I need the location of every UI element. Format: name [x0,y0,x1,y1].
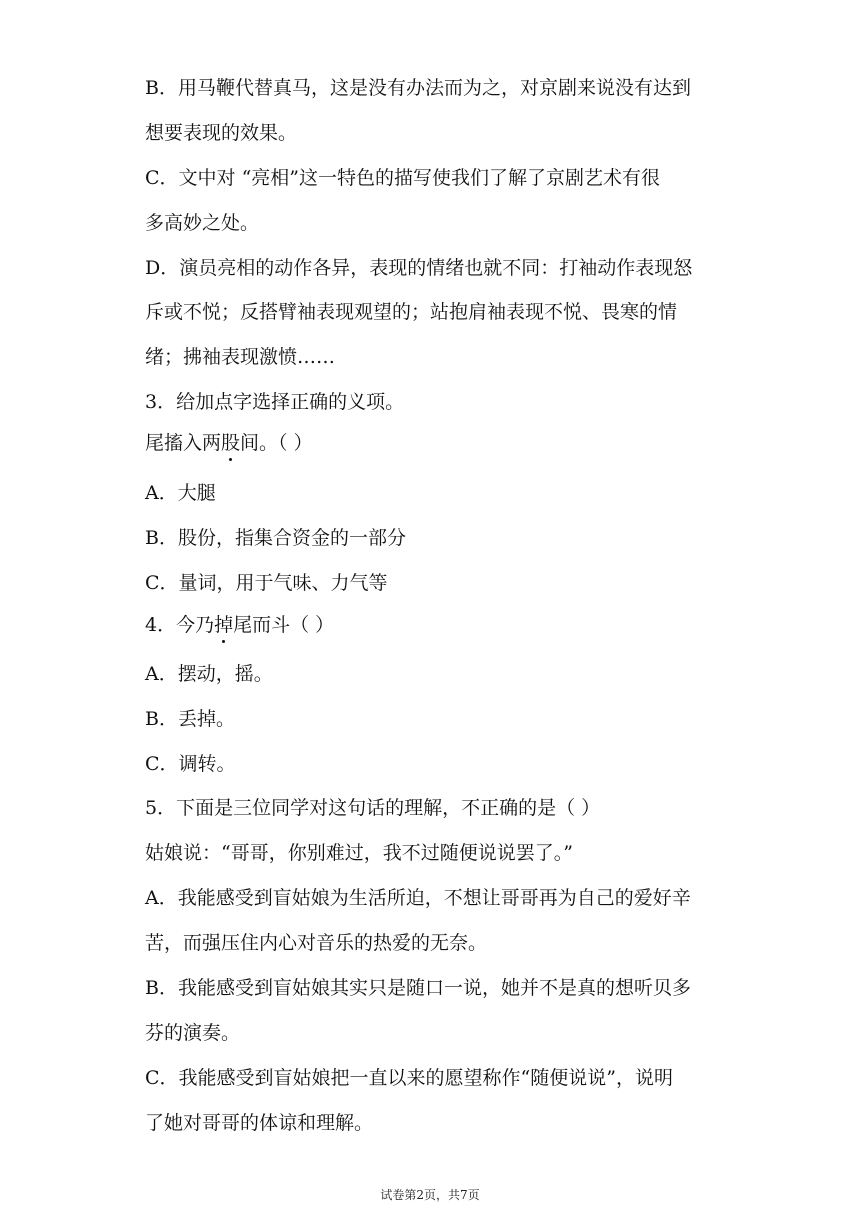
q5-option-a-line1: A．我能感受到盲姑娘为生活所迫，不想让哥哥再为自己的爱好辛 [145,887,691,909]
q5-option-c-line2: 了她对哥哥的体谅和理解。 [145,1112,374,1134]
q2-option-d-line3: 绪；拂袖表现激愤…… [145,346,336,368]
q4-option-c: C．调转。 [145,753,236,775]
q2-option-d-line1: D．演员亮相的动作各异，表现的情绪也就不同：打袖动作表现怒 [145,257,693,279]
emphasized-character: 掉 [214,614,234,636]
q3-option-b: B．股份，指集合资金的一部分 [145,527,406,549]
question-3-sentence-post: 间。（ ） [240,432,313,454]
page-footer: 试卷第2页，共7页 [380,1188,480,1202]
q4-option-b: B．丢掉。 [145,708,235,730]
question-4-pre: 4．今乃 [145,614,215,636]
q2-option-c-line2: 多高妙之处。 [145,212,260,234]
question-3-sentence-pre: 尾搐入两 [145,432,222,454]
question-3-prompt: 3．给加点字选择正确的义项。 [145,391,405,413]
q4-option-a: A．摆动，摇。 [145,663,273,685]
q2-option-c-line1: C．文中对 “亮相”这一特色的描写使我们了解了京剧艺术有很 [145,167,661,189]
q5-option-b-line2: 芬的演奏。 [145,1022,241,1044]
question-5-prompt: 5．下面是三位同学对这句话的理解，不正确的是（ ） [145,797,601,819]
q2-option-b-line2: 想要表现的效果。 [145,122,298,144]
q5-option-c-line1: C．我能感受到盲姑娘把一直以来的愿望称作“随便说说”，说明 [145,1067,673,1089]
q3-option-c: C．量词，用于气味、力气等 [145,572,388,594]
question-5-quote: 姑娘说：“哥哥，你别难过，我不过随便说说罢了。” [145,842,573,864]
q3-option-a: A．大腿 [145,482,216,504]
question-4-post: 尾而斗（ ） [233,614,335,636]
emphasized-character: 股 [221,432,241,454]
question-3-sentence [145,431,313,455]
q2-option-d-line2: 斥或不悦；反搭臂袖表现观望的；站抱肩袖表现不悦、畏寒的情 [145,301,678,323]
q5-option-b-line1: B．我能感受到盲姑娘其实只是随口一说，她并不是真的想听贝多 [145,977,691,999]
q2-option-b-line1: B．用马鞭代替真马，这是没有办法而为之，对京剧来说没有达到 [145,77,691,99]
q5-option-a-line2: 苦，而强压住内心对音乐的热爱的无奈。 [145,932,488,954]
question-4-prompt [145,613,334,637]
